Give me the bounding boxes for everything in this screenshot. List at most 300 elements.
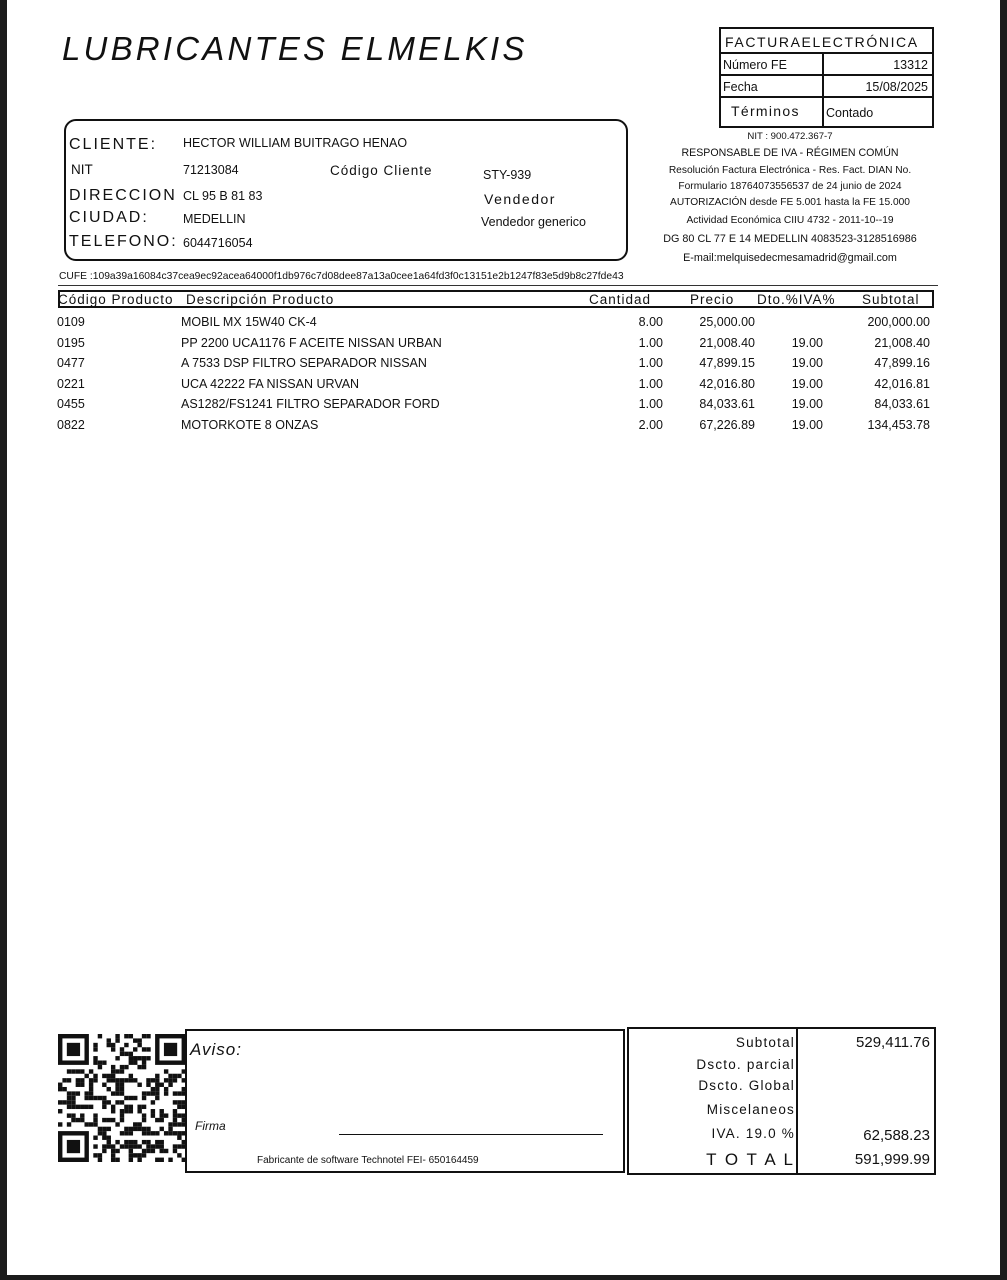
cell-code: 0195: [57, 335, 85, 350]
qr-module: [151, 1144, 155, 1148]
qr-module: [173, 1113, 177, 1117]
qr-module: [168, 1158, 172, 1162]
cell-code: 0455: [57, 397, 85, 412]
qr-module: [98, 1096, 102, 1100]
qr-module: [160, 1127, 164, 1131]
qr-module: [129, 1144, 133, 1148]
qr-module: [137, 1153, 141, 1157]
qr-module: [129, 1056, 133, 1060]
company-nit: NIT : 900.472.367-7: [747, 131, 833, 142]
qr-module: [111, 1118, 115, 1122]
cell-price: 84,033.61: [699, 397, 755, 412]
qr-module: [107, 1074, 111, 1078]
cell-vat: 19.00: [791, 335, 823, 350]
qr-module: [133, 1038, 137, 1042]
qr-module: [67, 1122, 71, 1126]
qr-module: [168, 1074, 172, 1078]
qr-module: [151, 1091, 155, 1095]
qr-module: [137, 1065, 141, 1069]
qr-module: [142, 1065, 146, 1069]
qr-module: [137, 1043, 141, 1047]
qr-module: [76, 1078, 80, 1082]
qr-module: [173, 1144, 177, 1148]
qr-module: [111, 1074, 115, 1078]
qr-module: [124, 1127, 128, 1131]
invoice-type-title: FACTURAELECTRÓNICA: [721, 29, 932, 54]
qr-module: [137, 1158, 141, 1162]
qr-module: [115, 1087, 119, 1091]
company-address: DG 80 CL 77 E 14 MEDELLIN 4083523-3128516986: [663, 233, 917, 245]
client-code-label: Código Cliente: [330, 163, 433, 178]
qr-module: [173, 1091, 177, 1095]
qr-module: [160, 1083, 164, 1087]
qr-module: [102, 1074, 106, 1078]
qr-module: [146, 1078, 150, 1082]
qr-module: [124, 1096, 128, 1100]
company-email: E-mail:melquisedecmesamadrid@gmail.com: [683, 252, 897, 264]
qr-module: [107, 1078, 111, 1082]
qr-module: [107, 1118, 111, 1122]
qr-module: [164, 1043, 177, 1056]
qr-module: [107, 1043, 111, 1047]
qr-module: [164, 1131, 168, 1135]
qr-module: [58, 1109, 62, 1113]
qr-module: [115, 1140, 119, 1144]
qr-module: [164, 1087, 168, 1091]
qr-module: [80, 1105, 84, 1109]
signature-line: [339, 1134, 603, 1135]
qr-module: [98, 1127, 102, 1131]
qr-module: [173, 1131, 177, 1135]
vat-label: IVA. 19.0 %: [711, 1126, 795, 1141]
cell-price: 47,899.15: [699, 356, 755, 371]
qr-module: [120, 1078, 124, 1082]
qr-module: [89, 1091, 93, 1095]
qr-module: [137, 1127, 141, 1131]
qr-module: [133, 1144, 137, 1148]
cell-quantity: 2.00: [638, 418, 663, 432]
cell-vat: 19.00: [791, 356, 823, 371]
qr-module: [120, 1144, 124, 1148]
notice-label: Aviso:: [190, 1040, 242, 1059]
cell-description: MOTORKOTE 8 ONZAS: [181, 418, 319, 432]
seller-label: Vendedor: [484, 191, 556, 207]
qr-module: [120, 1113, 124, 1117]
invoice-date-row: [721, 76, 932, 98]
qr-module: [115, 1078, 119, 1082]
qr-module: [71, 1118, 75, 1122]
cell-price: 67,226.89: [699, 418, 755, 432]
qr-module: [115, 1034, 119, 1038]
qr-module: [89, 1069, 93, 1073]
qr-module: [120, 1131, 124, 1135]
qr-module: [151, 1149, 155, 1153]
qr-module: [155, 1158, 159, 1162]
qr-module: [133, 1078, 137, 1082]
qr-module: [93, 1047, 97, 1051]
qr-module: [89, 1122, 93, 1126]
qr-module: [142, 1149, 146, 1153]
cell-subtotal: 200,000.00: [867, 315, 930, 329]
qr-module: [177, 1091, 181, 1095]
qr-module: [84, 1091, 88, 1095]
qr-module: [98, 1153, 102, 1157]
qr-module: [120, 1052, 124, 1056]
qr-module: [93, 1056, 97, 1060]
company-title: LUBRICANTES ELMELKIS: [62, 30, 528, 67]
cell-subtotal: 42,016.81: [874, 376, 930, 391]
col-header-price: Precio: [690, 292, 735, 307]
qr-module: [93, 1096, 97, 1100]
qr-module: [177, 1074, 181, 1078]
qr-module: [107, 1087, 111, 1091]
qr-module: [142, 1118, 146, 1122]
qr-module: [111, 1153, 115, 1157]
qr-module: [133, 1096, 137, 1100]
qr-module: [173, 1100, 177, 1104]
qr-module: [76, 1105, 80, 1109]
qr-module: [160, 1144, 164, 1148]
cell-description: PP 2200 UCA1176 F ACEITE NISSAN URBAN: [181, 335, 442, 350]
qr-module: [168, 1078, 172, 1082]
qr-module: [164, 1113, 168, 1117]
qr-module: [164, 1149, 168, 1153]
qr-module: [89, 1083, 93, 1087]
qr-module: [142, 1113, 146, 1117]
qr-module: [137, 1105, 141, 1109]
qr-module: [89, 1096, 93, 1100]
invoice-date-value: 15/08/2025: [865, 80, 928, 94]
invoice-number-value: 13312: [893, 58, 928, 72]
qr-module: [120, 1091, 124, 1095]
cell-code: 0109: [57, 315, 85, 329]
qr-module: [71, 1069, 75, 1073]
qr-module: [80, 1069, 84, 1073]
qr-module: [124, 1109, 128, 1113]
qr-module: [120, 1069, 124, 1073]
qr-module: [115, 1158, 119, 1162]
qr-module: [67, 1113, 71, 1117]
qr-module: [93, 1122, 97, 1126]
qr-module: [84, 1074, 88, 1078]
global-discount-label: Dscto. Global: [698, 1078, 795, 1093]
qr-module: [58, 1087, 62, 1091]
qr-module: [67, 1096, 71, 1100]
qr-module: [129, 1149, 133, 1153]
qr-module: [124, 1034, 128, 1038]
qr-module: [62, 1087, 66, 1091]
qr-module: [155, 1087, 159, 1091]
qr-module: [177, 1136, 181, 1140]
address-value: CL 95 B 81 83: [183, 189, 263, 203]
qr-module: [98, 1065, 102, 1069]
qr-module: [146, 1149, 150, 1153]
qr-module: [107, 1140, 111, 1144]
qr-module: [173, 1122, 177, 1126]
subtotal-label: Subtotal: [735, 1035, 795, 1050]
qr-module: [111, 1078, 115, 1082]
invoice-terms-label: Términos: [731, 103, 800, 119]
qr-module: [80, 1113, 84, 1117]
qr-module: [111, 1149, 115, 1153]
qr-module: [102, 1127, 106, 1131]
qr-module: [89, 1078, 93, 1082]
qr-module: [111, 1158, 115, 1162]
qr-module: [137, 1038, 141, 1042]
qr-module: [142, 1060, 146, 1064]
qr-module: [168, 1122, 172, 1126]
qr-module: [129, 1109, 133, 1113]
qr-module: [155, 1078, 159, 1082]
cell-price: 25,000.00: [699, 315, 755, 329]
subtotal-value: 529,411.76: [856, 1034, 930, 1051]
qr-module: [80, 1118, 84, 1122]
qr-module: [107, 1144, 111, 1148]
nit-label: NIT: [71, 162, 93, 177]
qr-module: [129, 1153, 133, 1157]
qr-module: [146, 1140, 150, 1144]
client-value: HECTOR WILLIAM BUITRAGO HENAO: [183, 136, 408, 150]
signature-label: Firma: [195, 1119, 226, 1133]
qr-module: [115, 1083, 119, 1087]
qr-module: [71, 1091, 75, 1095]
cell-quantity: 1.00: [638, 335, 663, 350]
qr-module: [129, 1060, 133, 1064]
col-header-description: Descripción Producto: [186, 292, 335, 307]
qr-module: [129, 1052, 133, 1056]
cell-quantity: 1.00: [638, 397, 663, 412]
qr-module: [120, 1109, 124, 1113]
qr-module: [160, 1158, 164, 1162]
qr-module: [142, 1056, 146, 1060]
qr-module: [107, 1100, 111, 1104]
qr-module: [124, 1144, 128, 1148]
qr-module: [155, 1091, 159, 1095]
qr-module: [151, 1109, 155, 1113]
qr-module: [67, 1069, 71, 1073]
qr-module: [71, 1100, 75, 1104]
qr-module: [67, 1105, 71, 1109]
invoice-date-label: Fecha: [723, 80, 758, 94]
qr-module: [146, 1034, 150, 1038]
cell-quantity: 8.00: [638, 315, 663, 329]
qr-module: [177, 1144, 181, 1148]
cell-description: A 7533 DSP FILTRO SEPARADOR NISSAN: [181, 356, 427, 371]
divider: [796, 1027, 798, 1175]
qr-module: [124, 1043, 128, 1047]
qr-module: [62, 1100, 66, 1104]
qr-module: [76, 1069, 80, 1073]
company-form: Formulario 18764073556537 de 24 junio de 2024: [678, 181, 902, 192]
cell-subtotal: 134,453.78: [867, 418, 930, 432]
qr-module: [102, 1100, 106, 1104]
qr-module: [124, 1065, 128, 1069]
qr-module: [129, 1131, 133, 1135]
qr-module: [111, 1043, 115, 1047]
address-label: DIRECCION: [69, 187, 177, 204]
company-authorization: AUTORIZACIÓN desde FE 5.001 hasta la FE 15.000: [670, 197, 910, 208]
qr-module: [120, 1065, 124, 1069]
qr-module: [84, 1096, 88, 1100]
qr-module: [120, 1083, 124, 1087]
qr-module: [93, 1043, 97, 1047]
qr-module: [80, 1083, 84, 1087]
qr-module: [142, 1034, 146, 1038]
partial-discount-label: Dscto. parcial: [696, 1057, 795, 1072]
qr-module: [151, 1113, 155, 1117]
qr-module: [137, 1056, 141, 1060]
cell-subtotal: 21,008.40: [874, 335, 930, 350]
qr-module: [146, 1056, 150, 1060]
qr-module: [84, 1105, 88, 1109]
qr-module: [142, 1140, 146, 1144]
qr-module: [177, 1153, 181, 1157]
qr-code-icon: [58, 1034, 186, 1162]
qr-module: [98, 1060, 102, 1064]
qr-module: [164, 1069, 168, 1073]
qr-module: [151, 1100, 155, 1104]
cell-code: 0822: [57, 418, 85, 432]
cell-vat: 19.00: [791, 418, 823, 432]
qr-module: [129, 1105, 133, 1109]
qr-module: [129, 1078, 133, 1082]
qr-module: [102, 1131, 106, 1135]
qr-module: [120, 1087, 124, 1091]
qr-module: [129, 1127, 133, 1131]
qr-module: [102, 1105, 106, 1109]
qr-module: [155, 1083, 159, 1087]
qr-module: [137, 1109, 141, 1113]
qr-module: [111, 1109, 115, 1113]
qr-module: [173, 1118, 177, 1122]
qr-module: [160, 1109, 164, 1113]
client-label: CLIENTE:: [69, 136, 158, 153]
qr-module: [168, 1127, 172, 1131]
qr-module: [111, 1091, 115, 1095]
cell-vat: 19.00: [791, 397, 823, 412]
qr-module: [142, 1047, 146, 1051]
qr-module: [142, 1127, 146, 1131]
company-activity: Actividad Económica CIIU 4732 - 2011-10--19: [686, 215, 894, 226]
qr-module: [120, 1100, 124, 1104]
phone-label: TELEFONO:: [69, 233, 178, 250]
qr-module: [155, 1096, 159, 1100]
qr-module: [133, 1060, 137, 1064]
qr-module: [58, 1083, 62, 1087]
qr-module: [115, 1056, 119, 1060]
qr-module: [142, 1131, 146, 1135]
qr-module: [93, 1136, 97, 1140]
qr-module: [120, 1118, 124, 1122]
invoice-terms-value: Contado: [826, 106, 874, 120]
qr-module: [177, 1122, 181, 1126]
qr-module: [107, 1038, 111, 1042]
qr-module: [93, 1078, 97, 1082]
cufe-code: CUFE :109a39a16084c37cea9ec92acea64000f1db976c7d08dee87a13a0cee1a64fd3f0c13151e2b1247f83e5d9b8c27fde43: [59, 271, 624, 282]
cell-subtotal: 47,899.16: [874, 356, 930, 371]
qr-module: [129, 1096, 133, 1100]
total-value: 591,999.99: [854, 1151, 930, 1168]
qr-module: [102, 1060, 106, 1064]
qr-module: [102, 1144, 106, 1148]
cell-quantity: 1.00: [638, 356, 663, 371]
qr-module: [173, 1074, 177, 1078]
qr-module: [133, 1056, 137, 1060]
cell-description: UCA 42222 FA NISSAN URVAN: [181, 376, 360, 391]
qr-module: [98, 1034, 102, 1038]
cell-price: 42,016.80: [699, 376, 755, 391]
qr-module: [115, 1069, 119, 1073]
qr-module: [124, 1140, 128, 1144]
qr-module: [115, 1038, 119, 1042]
qr-module: [173, 1078, 177, 1082]
qr-module: [168, 1083, 172, 1087]
qr-module: [93, 1060, 97, 1064]
qr-module: [177, 1113, 181, 1117]
invoice-info-box: [719, 27, 934, 128]
qr-module: [62, 1078, 66, 1082]
qr-module: [102, 1136, 106, 1140]
qr-module: [142, 1096, 146, 1100]
qr-module: [67, 1100, 71, 1104]
qr-module: [124, 1131, 128, 1135]
qr-module: [93, 1118, 97, 1122]
qr-module: [93, 1153, 97, 1157]
divider: [58, 285, 938, 286]
qr-module: [151, 1131, 155, 1135]
qr-module: [102, 1083, 106, 1087]
col-header-quantity: Cantidad: [589, 292, 652, 307]
nit-value: 71213084: [183, 163, 239, 177]
qr-module: [111, 1065, 115, 1069]
notice-box: [185, 1029, 625, 1173]
qr-module: [124, 1078, 128, 1082]
qr-module: [146, 1083, 150, 1087]
qr-module: [133, 1153, 137, 1157]
qr-module: [160, 1149, 164, 1153]
qr-module: [142, 1153, 146, 1157]
qr-module: [137, 1144, 141, 1148]
company-regime: RESPONSABLE DE IVA - RÉGIMEN COMÚN: [681, 147, 899, 159]
qr-module: [67, 1078, 71, 1082]
qr-module: [93, 1144, 97, 1148]
total-label: T O T A L: [706, 1150, 795, 1169]
qr-module: [120, 1047, 124, 1051]
col-header-discount-vat: Dto.%IVA%: [757, 292, 836, 307]
seller-value: Vendedor generico: [481, 215, 586, 229]
qr-module: [107, 1136, 111, 1140]
qr-module: [84, 1122, 88, 1126]
company-resolution: Resolución Factura Electrónica - Res. Fact. DIAN No.: [668, 165, 912, 176]
qr-module: [160, 1118, 164, 1122]
qr-module: [124, 1105, 128, 1109]
qr-module: [146, 1047, 150, 1051]
qr-module: [129, 1074, 133, 1078]
qr-module: [137, 1083, 141, 1087]
cell-price: 21,008.40: [699, 335, 755, 350]
qr-module: [102, 1118, 106, 1122]
qr-module: [164, 1078, 168, 1082]
qr-module: [177, 1105, 181, 1109]
qr-module: [111, 1069, 115, 1073]
qr-module: [137, 1122, 141, 1126]
qr-module: [160, 1140, 164, 1144]
qr-module: [124, 1052, 128, 1056]
phone-value: 6044716054: [183, 236, 253, 250]
qr-module: [177, 1100, 181, 1104]
qr-module: [155, 1074, 159, 1078]
qr-module: [146, 1127, 150, 1131]
